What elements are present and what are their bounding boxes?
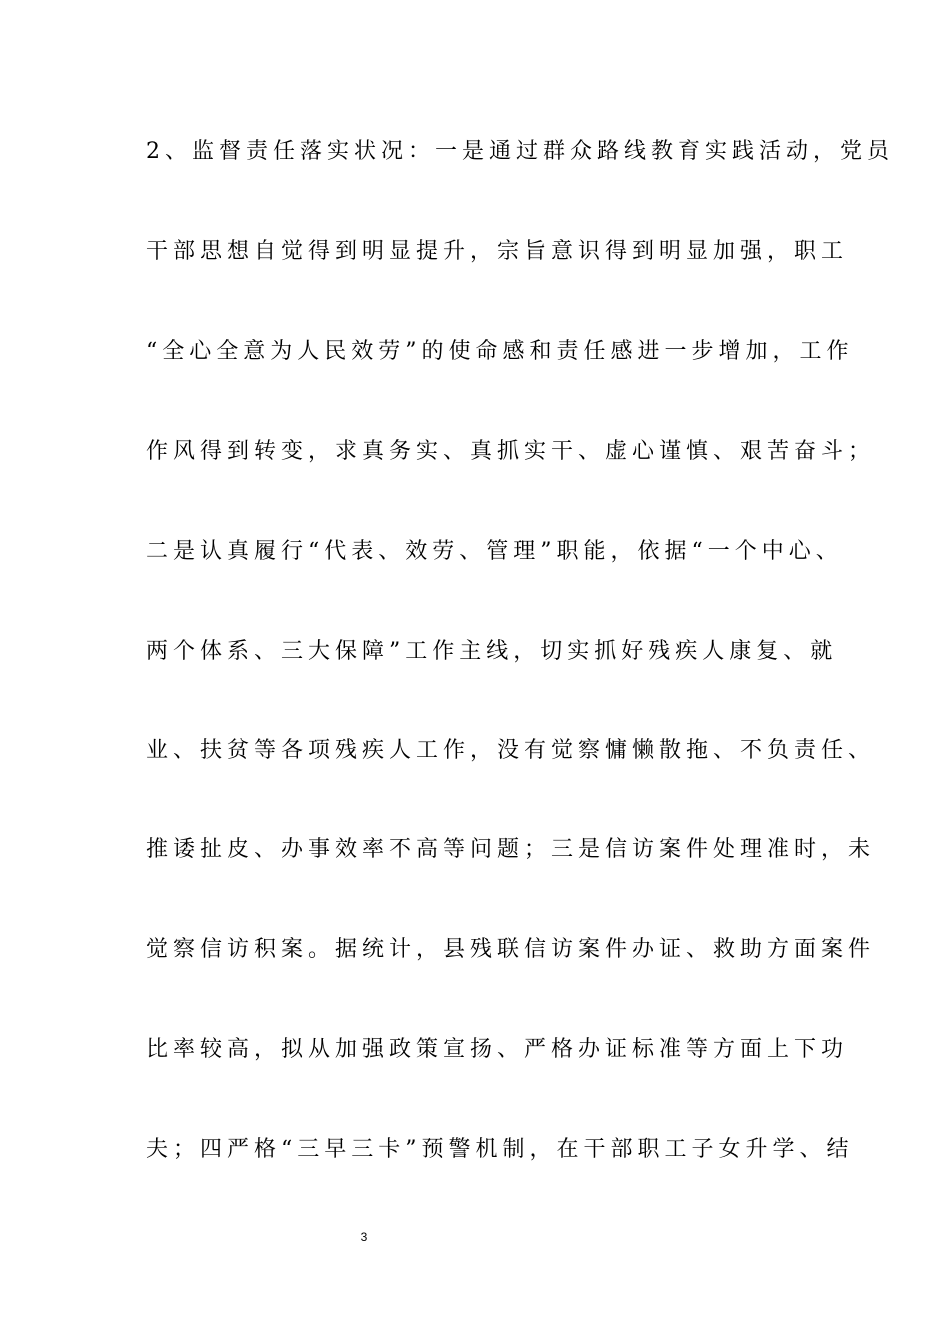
body-text-line: 2、监督责任落实状况：一是通过群众路线教育实践活动，党员 — [146, 139, 894, 164]
body-text-line: 比率较高，拟从加强政策宣扬、严格办证标准等方面上下功 — [146, 1037, 849, 1062]
body-text-line: 两个体系、三大保障”工作主线，切实抓好残疾人康复、就 — [146, 639, 838, 664]
body-text-line: 推诿扯皮、办事效率不高等问题；三是信访案件处理准时，未 — [146, 837, 876, 862]
body-text-line: “全心全意为人民效劳”的使命感和责任感进一步增加，工作 — [146, 339, 854, 364]
body-text-line: 业、扶贫等各项残疾人工作，没有觉察慵懒散拖、不负责任、 — [146, 738, 876, 763]
body-text-line: 干部思想自觉得到明显提升，宗旨意识得到明显加强，职工 — [146, 239, 849, 264]
body-text-line: 夫；四严格“三早三卡”预警机制，在干部职工子女升学、结 — [146, 1137, 854, 1162]
body-text-line: 觉察信访积案。据统计，县残联信访案件办证、救助方面案件 — [146, 937, 876, 962]
page-number: 3 — [360, 1230, 368, 1244]
body-text-line: 作风得到转变，求真务实、真抓实干、虚心谨慎、艰苦奋斗； — [146, 439, 876, 464]
body-text-line: 二是认真履行“代表、效劳、管理”职能，依据“一个中心、 — [146, 539, 843, 564]
